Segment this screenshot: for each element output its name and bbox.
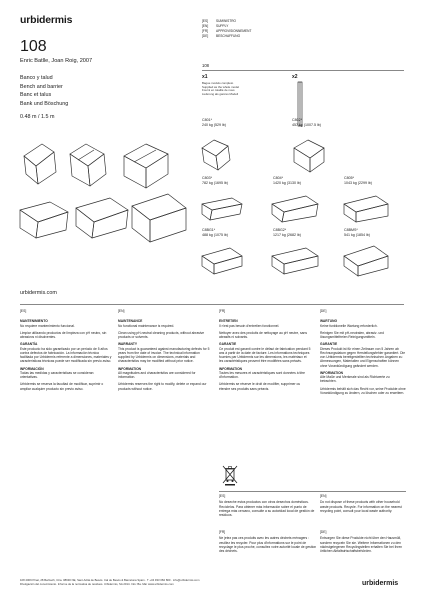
item-drawings-row-3 <box>200 246 410 276</box>
column-de: [DE] WARTUNG Keine funktionelle Wartung erforderlich. Reinigen Sie mit pH-neutralen, abrasiv- und lösungsmittelfreien Reinigungsmitteln. GARANTIE Dieses Produkt ist für einen Zeitraum von 5 Jahren ab Rechnungsdatum gegen Herstellungsfehler garantiert. Die von Urbidermis bereitgestellten technischen Angaben zu Abmessungen, Materialien und Eigenschaften können ohne Vorankündigung geändert werden. INFORMATION Alle Maße und Merkmale sind als Richtwerte zu betrachten. Urbidermis behält sich das Recht vor, seine Produkte ohne Vorankündigung zu ändern, zu löschen oder zu erweitern. <box>320 309 406 395</box>
drawing-c805 <box>344 196 388 222</box>
item-c803: C803* 782 kg (1695 lb) <box>202 176 228 185</box>
language-list <box>202 19 251 39</box>
right-header: 108 <box>202 63 209 68</box>
drawing-c8bg1 <box>202 248 242 274</box>
item-c802: C802* 457 kg (1007.5 lb) <box>292 118 321 127</box>
drawing-bench-2 <box>76 198 128 238</box>
model-number: 108 <box>20 38 47 55</box>
legal-fr: [FR] Ne jetez pas ces produits avec les autres déchets ménagers : veuillez les recycler. Pour plus d'informations sur le point de recyclage le plus proche, consultez votre autorité locale de gestion des déchets. <box>219 530 317 554</box>
qty-left: x1 <box>202 74 208 80</box>
column-en: [EN] MAINTENANCE No functional maintenance is required. Clean using pH-neutral cleaning products, without abrasive products or solvents. WARRANTY This product is guaranteed against manufacturing defects for 5 years from the date of invoice. The technical information supplied by Urbidermis on dimensions, materials and characteristics may be modified without prior notice. INFORMATION All magnitudes and characteristics are considered for information. Urbidermis reserves the right to modify, delete or expand our products without notice. <box>118 309 210 391</box>
header-divider <box>202 70 404 71</box>
item-drawings-row-1 <box>200 138 400 178</box>
item-c8bg2: C8BG2* 1217 kg (2682 lb) <box>273 228 301 237</box>
legal-es: [ES] No deseche estos productos con otros desechos domésticos. Recíclelos. Para obtener más información sobre el punto de entrega más cercano, consulte a su autoridad local de gestión de residuos. <box>219 494 315 518</box>
drawing-bench-1 <box>20 202 68 238</box>
item-c8bms: C8BMS* 541 kg (1854 lb) <box>344 228 370 237</box>
supply-note: Bague modulo completo Supplied as the whole model Fourni en totalité de nous Lieferung als ganzes Modell <box>202 81 239 96</box>
item-drawings-row-2 <box>200 194 410 224</box>
drawing-seat-2 <box>124 144 168 188</box>
drawing-bench-3 <box>132 194 186 242</box>
drawing-c802 <box>294 140 324 172</box>
legal-en: [EN] Do not dispose of these products with other household waste products. Recycle. For information on the nearest recycling point, consult your local waste authority. <box>320 494 402 513</box>
item-c804: C804* 1420 kg (3130 lb) <box>273 176 301 185</box>
footer-brand-logo: urbidermis <box>362 580 399 587</box>
lang-fr: [FR] APPROVISIONNEMENT <box>202 29 252 34</box>
footer-text: 108 2009 Pinat, 28 Berbach, Ctra. 08930 NE, Sant Adrià de Besòs. Cal de Besós & Barcelona Spain · T +34 933 082 800 · info@urbidermis.com Divulgación del conocimiento. Informe de la normativa de residuos. Urbidermis, SA 2014. Info: Ba. Mar www.urbidermis.com <box>20 578 200 586</box>
product-drawings <box>20 140 190 270</box>
lang-de: [DE] BESCHAFFUNG <box>202 34 241 39</box>
drawing-c801 <box>202 140 230 170</box>
lang-en: [EN] SUPPLY <box>202 24 229 29</box>
product-name-en: Bench and barrier <box>20 83 63 90</box>
drawing-c8bms <box>344 246 388 276</box>
product-name-de: Bank und Böschung <box>20 100 69 107</box>
item-c8bg1: C8BG1* 488 kg (1075 lb) <box>202 228 228 237</box>
legal-divider <box>219 491 406 492</box>
drawing-c804 <box>272 196 318 222</box>
weee-crossed-bin-icon <box>222 464 238 486</box>
brand-logo: urbidermis <box>20 14 73 26</box>
product-name-es: Banco y talud <box>20 75 53 81</box>
legal-de: [DE] Entsorgen Sie diese Produkte nicht über den Hausmüll, sondern recyceln Sie sie. Weitere Informationen zu den nächstgelegenen Recyclingstellen erhalten Sie bei Ihren örtlichen Abfallwirtschaftsbehörden. <box>320 530 403 554</box>
designer-credit: Enric Batlle, Joan Roig, 2007 <box>20 58 93 64</box>
drawing-c8bg2 <box>272 248 318 274</box>
item-c805: C805* 1043 kg (2299 lb) <box>344 176 372 185</box>
dimensions: 0.48 m / 1.5 m <box>20 114 55 120</box>
product-name-fr: Banc et talus <box>20 92 52 99</box>
website-url: urbidermis.com <box>20 290 57 296</box>
drawing-seat-1 <box>70 144 106 186</box>
qty-right: x2 <box>292 74 298 80</box>
item-c801: C801* 240 kg (529 lb) <box>202 118 226 127</box>
section-divider <box>20 304 404 305</box>
drawing-block-1 <box>24 144 56 184</box>
lang-es: [ES] SUMINISTRO <box>202 19 237 23</box>
drawing-c803 <box>202 198 242 220</box>
column-es: [ES] MANTENIMIENTO No requiere mantenimiento funcional. Limpiar utilizando productos de limpieza con pH neutro, sin abrasivos ni disolventes. GARANTÍA Este producto ha sido garantizado por un periodo de 5 años contra defectos de fabricación. La información técnica facilitada por Urbidermis referente a dimensiones, materiales y características técnicas puede ser modificada sin previo aviso. INFORMACIÓN Todas las medidas y características se consideran orientativas. Urbidermis se reserva la facultad de modificar, suprimir o ampliar cualquier producto sin previo aviso. <box>20 309 112 391</box>
product-names <box>20 74 68 108</box>
column-fr: [FR] ENTRETIEN Il n'est pas besoin d'entretien fonctionnel. Nettoyer avec des produits de nettoyage au pH neutre, sans abrasifs ni solvants. GARANTIE Ce produit est garanti contre le défaut de fabrication pendant 5 ans à partir de la date de facture. Les informations techniques fournies par Urbidermis sur les dimensions, les matériaux et les caractéristiques peuvent être modifiées sans préavis. INFORMATION Toutes les mesures et caractéristiques sont données à titre d'information. Urbidermis se réserve le droit de modifier, supprimer ou étendre ses produits sans préavis. <box>219 309 311 391</box>
